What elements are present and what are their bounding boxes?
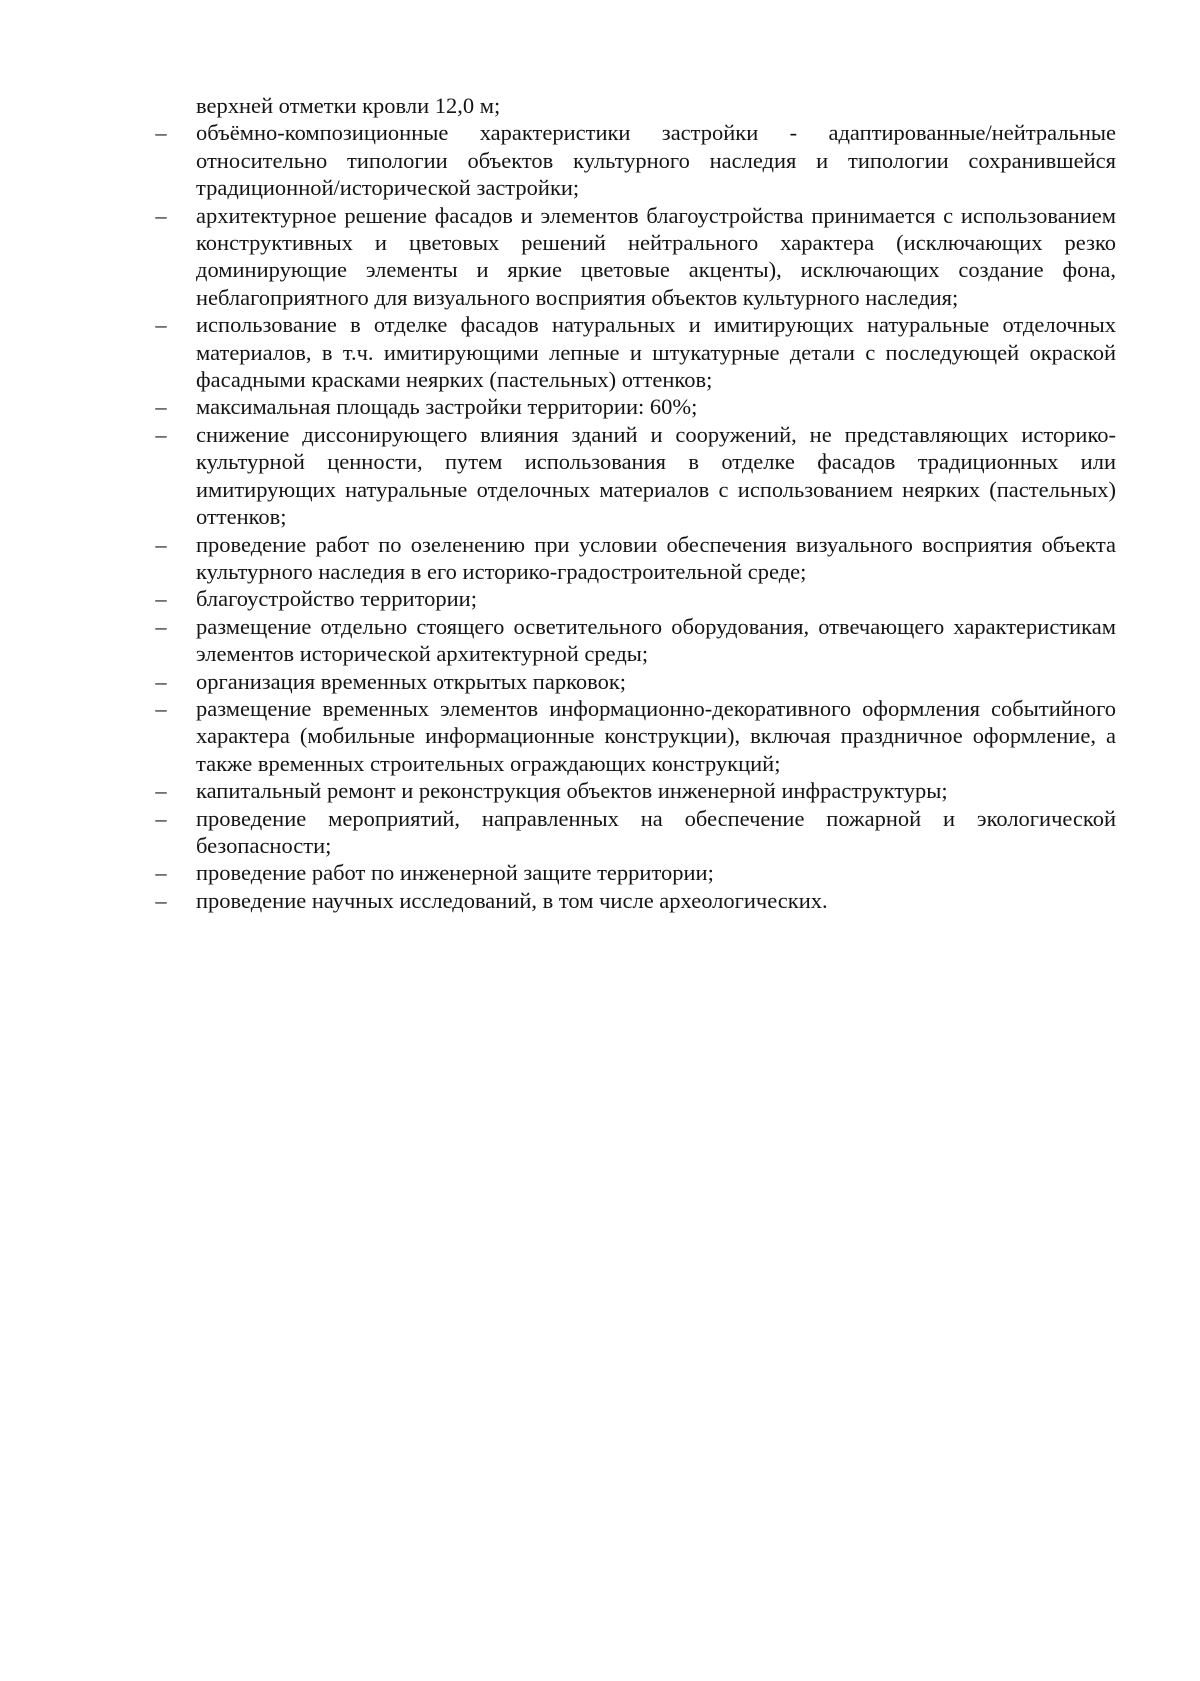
list-item: [155, 668, 1116, 695]
list-item: [155, 695, 1116, 777]
continuation-line: верхней отметки кровли 12,0 м;: [196, 93, 501, 118]
list-item-text: размещение отдельно стоящего осветительного оборудования, отвечающего характеристикам элементов исторической архитектурной среды;: [196, 613, 1116, 667]
list-item: [155, 421, 1116, 531]
list-item-text: архитектурное решение фасадов и элементов благоустройства принимается с использованием конструктивных и цветовых решений нейтрального характера (исключающих резко доминирующие элементы и яркие цветовые акценты), исключающих создание фона, неблагоприятного для визуального восприятия объектов культурного наследия;: [196, 202, 1116, 310]
dash-bullet: –: [155, 613, 167, 639]
list-item-text: проведение мероприятий, направленных на обеспечение пожарной и экологической безопасности;: [196, 805, 1116, 858]
list-item-text: капитальный ремонт и реконструкция объектов инженерной инфраструктуры;: [196, 778, 948, 804]
list-item: [155, 119, 1116, 201]
dash-bullet: –: [155, 120, 167, 146]
list-item: [155, 613, 1116, 668]
list-item: [155, 311, 1116, 393]
list-item: [155, 777, 1116, 804]
dash-bullet: –: [155, 805, 167, 831]
list-item-text: проведение работ по озеленению при условии обеспечения визуального восприятия объекта культурного наследия в его историко-градостроительной среде;: [196, 531, 1116, 584]
list-item-text: проведение работ по инженерной защите территории;: [196, 860, 714, 886]
list-item: [155, 859, 1116, 886]
list-item-text: объёмно-композиционные характеристики застройки - адаптированные/нейтральные относительно типологии объектов культурного наследия и типологии сохранившейся традиционной/исторической застройки;: [196, 120, 1116, 201]
dash-bullet: –: [155, 202, 167, 228]
list-item-text: благоустройство территории;: [196, 586, 477, 612]
list-item-text: использование в отделке фасадов натуральных и имитирующих натуральные отделочных материалов, в т.ч. имитирующими лепные и штукатурные детали с последующей окраской фасадными красками неярких (пастельных) оттенков;: [196, 312, 1116, 393]
dash-bullet: –: [155, 394, 167, 420]
dash-bullet: –: [155, 586, 167, 612]
dash-bullet: –: [155, 860, 167, 886]
list-item: [155, 393, 1116, 420]
list-item: [155, 202, 1116, 312]
dash-bullet: –: [155, 778, 167, 804]
list-item: [155, 531, 1116, 586]
document-body: [155, 92, 1116, 914]
list-item: [155, 585, 1116, 612]
list-item-text: организация временных открытых парковок;: [196, 668, 627, 694]
dash-bullet: –: [155, 421, 167, 447]
list-item-text: проведение научных исследований, в том числе археологических.: [196, 887, 828, 913]
list-item-text: снижение диссонирующего влияния зданий и сооружений, не представляющих историко-культурной ценности, путем использования в отделке фасадов традиционных или имитирующих натуральные отделочных материалов с использованием неярких (пастельных) оттенков;: [196, 421, 1116, 530]
dash-bullet: –: [155, 531, 167, 557]
list-item: [155, 805, 1116, 860]
dash-bullet: –: [155, 887, 167, 913]
dash-bullet: –: [155, 695, 167, 721]
list-item-text: размещение временных элементов информационно-декоративного оформления событийного характера (мобильные информационные конструкции), включая праздничное оформление, а также временных строительных ограждающих конструкций;: [196, 695, 1116, 776]
list-item-text: максимальная площадь застройки территории: 60%;: [196, 394, 698, 420]
list-item: [155, 887, 1116, 914]
requirements-list: [155, 119, 1116, 914]
dash-bullet: –: [155, 312, 167, 338]
dash-bullet: –: [155, 668, 167, 694]
